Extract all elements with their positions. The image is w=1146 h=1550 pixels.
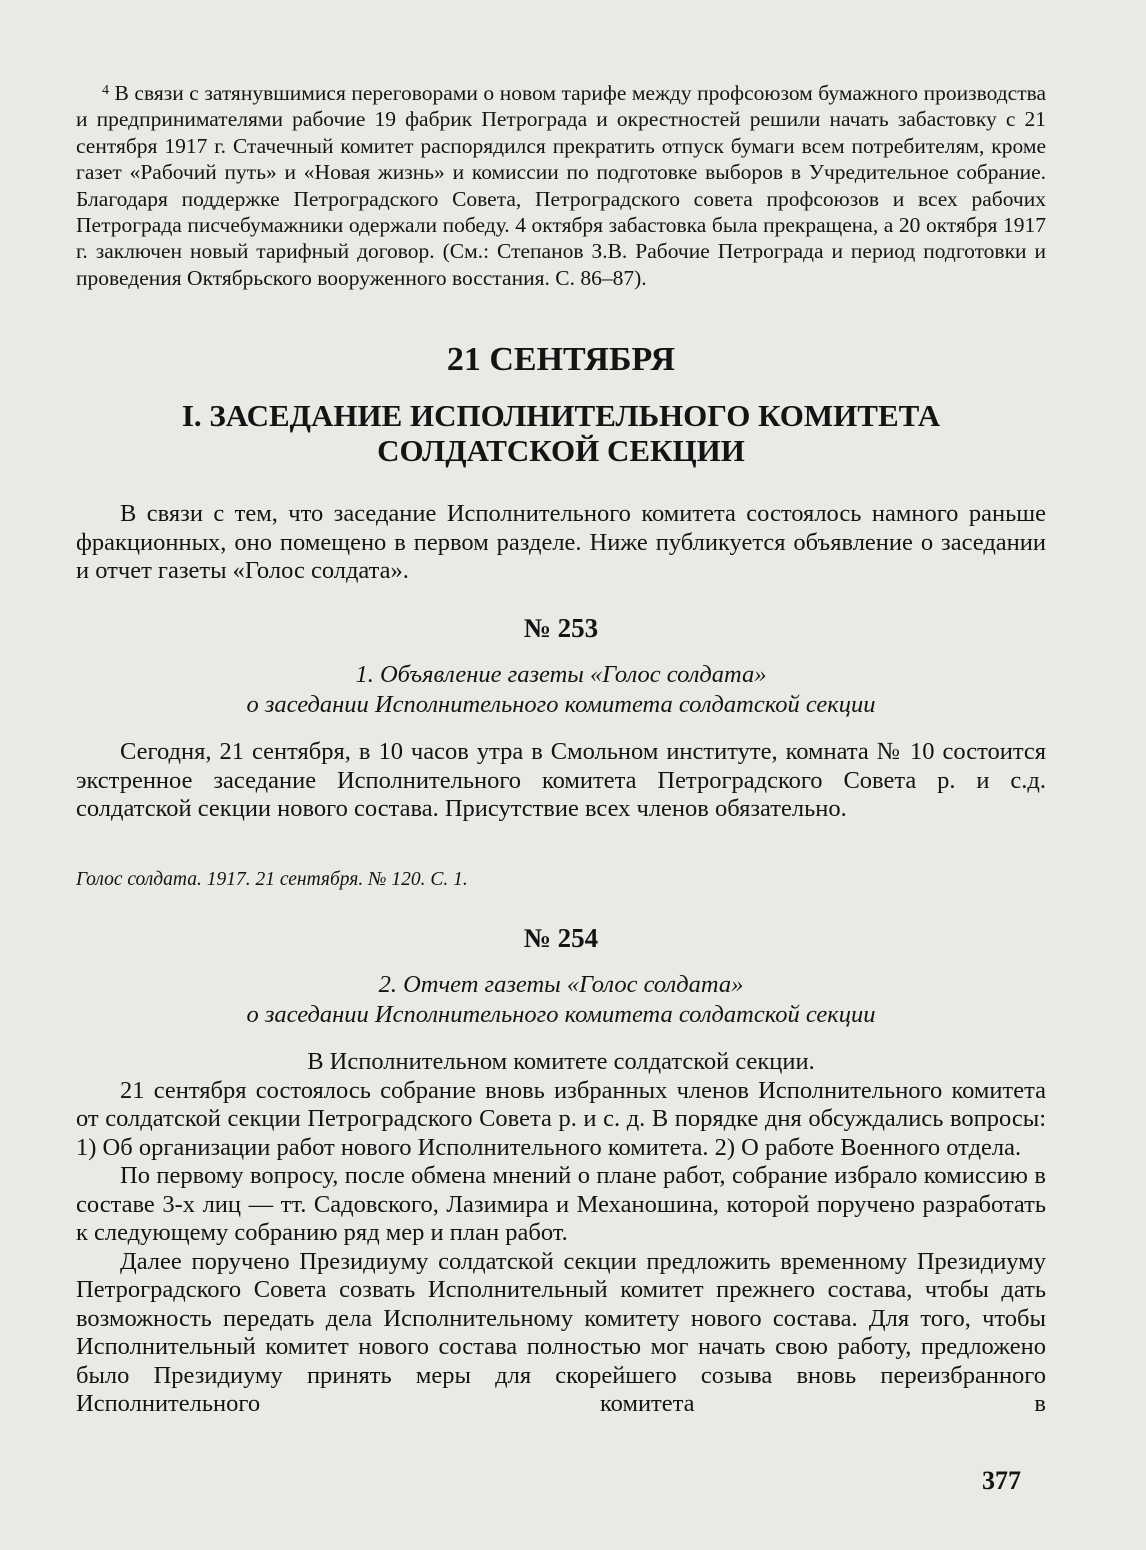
doc-253-title-line2: о заседании Исполнительного комитета солдатской секции — [246, 691, 876, 718]
footnote — [76, 80, 1046, 291]
doc-254-title-line1: 2. Отчет газеты «Голос солдата» — [378, 971, 744, 998]
date-heading: 21 СЕНТЯБРЯ — [446, 341, 676, 378]
page-number: 377 — [982, 1466, 1021, 1495]
doc-253-text: Сегодня, 21 сентября, в 10 часов утра в Смольном институте, комната № 10 состоится экстренное заседание Исполнительного комитета Петроградского Совета р. и с.д. солдатской секции нового состава. Присутствие всех членов обязательно. — [76, 738, 1046, 822]
doc-254-paragraph: 21 сентября состоялось собрание вновь избранных членов Исполнительного комитета от солдатской секции Петроградского Совета р. и с. д. В порядке дня обсуждались вопросы: 1) Об организации работ нового Исполнительного комитета. 2) О работе Военного отдела. — [76, 1076, 1046, 1161]
intro-paragraph: В связи с тем, что заседание Исполнительного комитета состоялось намного раньше фракционных, оно помещено в первом разделе. Ниже публикуется объявление о заседании и отчет газеты «Голос солдата». — [76, 500, 1046, 584]
section-heading-line1: I. ЗАСЕДАНИЕ ИСПОЛНИТЕЛЬНОГО КОМИТЕТА — [181, 398, 941, 433]
doc-254-paragraph: Далее поручено Президиуму солдатской секции предложить временному Президиуму Петроградского Совета созвать Исполнительный комитет прежнего состава, чтобы дать возможность передать дела Исполнительному комитету нового состава. Для того, чтобы Исполнительный комитет нового состава полностью мог начать свою работу, предложено было Президиуму принять меры для скорейшего созыва вновь переизбранного Исполнительного комитета в — [76, 1247, 1046, 1417]
doc-253-number: № 253 — [523, 613, 599, 643]
doc-253-source: Голос солдата. 1917. 21 сентября. № 120. С. 1. — [76, 869, 468, 890]
section-heading-line2: СОЛДАТСКОЙ СЕКЦИИ — [377, 433, 745, 468]
intro-block — [76, 500, 1046, 586]
doc-254-title-line2: о заседании Исполнительного комитета солдатской секции — [246, 1001, 876, 1028]
doc-254-number: № 254 — [523, 923, 599, 953]
doc-253-title-line1: 1. Объявление газеты «Голос солдата» — [355, 661, 767, 688]
section-heading — [76, 398, 1046, 468]
doc-253-body — [76, 738, 1046, 824]
footnote-text: В связи с затянувшимися переговорами о новом тарифе между профсоюзом бумажного производства и предпринимателями рабочие 19 фабрик Петрограда и окрестностей решили начать забастовку с 21 сентября 1917 г. Стачечный комитет распорядился прекратить отпуск бумаги всем потребителям, кроме газет «Рабочий путь» и «Новая жизнь» и комиссии по подготовке выборов в Учредительное собрание. Благодаря поддержке Петроградского Совета, Петроградского совета профсоюзов и всех рабочих Петрограда писчебумажники одержали победу. 4 октября забастовка была прекращена, а 20 октября 1917 г. заключен новый тарифный договор. (См.: Степанов З.В. Рабочие Петрограда и период подготовки и проведения Октябрьского вооруженного восстания. С. 86–87). — [76, 81, 1046, 290]
footnote-marker: 4 — [102, 83, 109, 98]
doc-254-subhead: В Исполнительном комитете солдатской секции. — [307, 1048, 815, 1075]
doc-254-paragraph: По первому вопросу, после обмена мнений о плане работ, собрание избрало комиссию в составе 3-х лиц — тт. Садовского, Лазимира и Механошина, которой поручено разработать к следующему собранию ряд мер и план работ. — [76, 1162, 1046, 1246]
doc-254-body — [76, 1048, 1046, 1419]
